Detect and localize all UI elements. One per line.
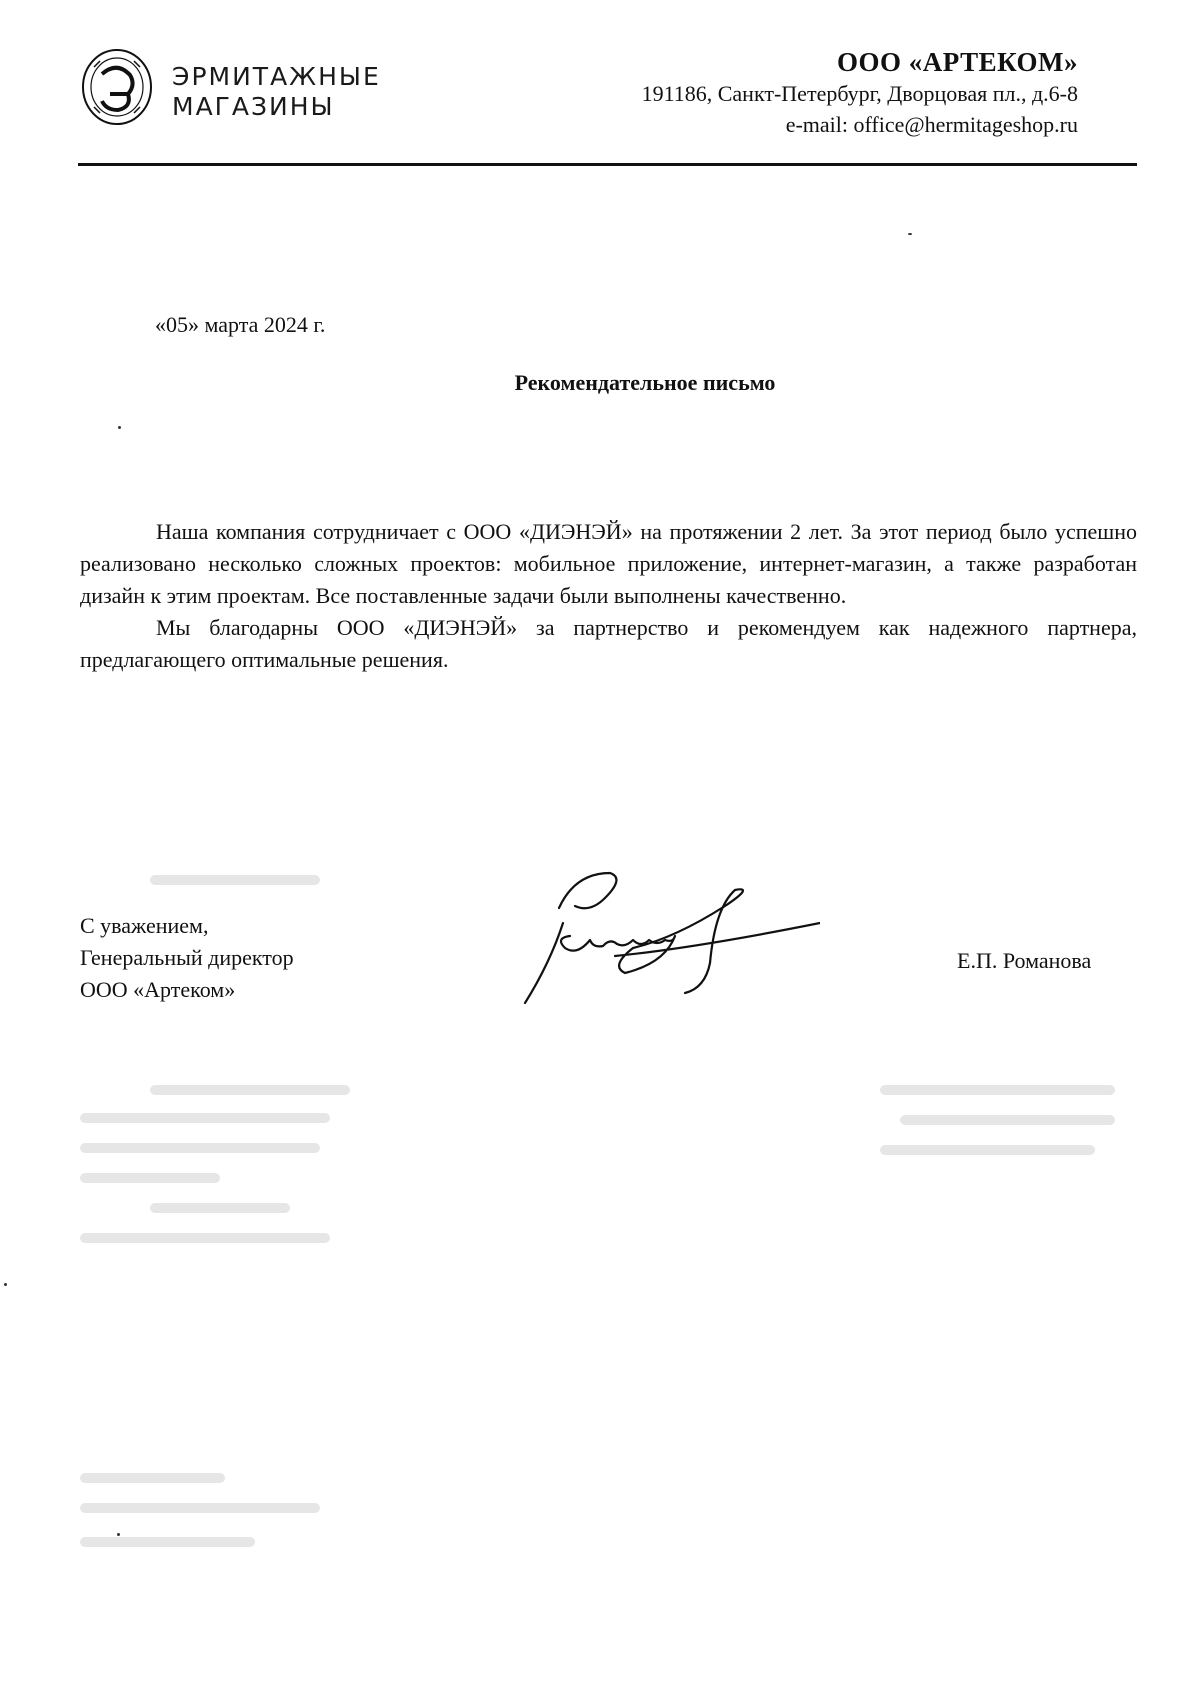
company-name: ООО «АРТЕКОМ» <box>837 47 1078 77</box>
header-divider <box>78 163 1137 166</box>
bleed-through-mark <box>80 1173 220 1183</box>
bleed-through-mark <box>80 1113 330 1123</box>
handwritten-signature <box>515 868 820 1018</box>
bleed-through-mark <box>80 1473 225 1483</box>
brand-line-1: ЭРМИТАЖНЫЕ <box>172 62 381 91</box>
closing-position: Генеральный директор <box>80 945 294 970</box>
letter-paragraph-1: Наша компания сотрудничает с ООО «ДИЭНЭЙ» на протяжении 2 лет. За этот период было успешно реализовано несколько сложных проектов: мобильное приложение, интернет-магазин, а также разработан дизайн к этим проектам. Все поставленные задачи были выполнены качественно. <box>80 519 1137 608</box>
scan-speck <box>117 1533 120 1536</box>
letter-paragraph-2: Мы благодарны ООО «ДИЭНЭЙ» за партнерство и рекомендуем как надежного партнера, предлагающего оптимальные решения. <box>80 615 1137 672</box>
closing-salutation: С уважением, <box>80 913 209 938</box>
closing-company: ООО «Артеком» <box>80 977 236 1002</box>
letter-body <box>80 516 1137 676</box>
scan-speck <box>908 233 912 235</box>
bleed-through-mark <box>80 1503 320 1513</box>
company-email: e-mail: office@hermitageshop.ru <box>785 112 1078 137</box>
brand-line-2: МАГАЗИНЫ <box>172 92 335 121</box>
bleed-through-mark <box>80 1537 255 1547</box>
bleed-through-mark <box>150 1085 350 1095</box>
bleed-through-mark <box>150 875 320 885</box>
closing-block <box>80 910 294 1006</box>
bleed-through-mark <box>80 1143 320 1153</box>
signer-name: Е.П. Романова <box>957 948 1092 973</box>
scan-speck <box>4 1283 7 1286</box>
letter-date: «05» марта 2024 г. <box>155 312 326 337</box>
bleed-through-mark <box>880 1085 1115 1095</box>
hermitage-logo-icon <box>80 47 154 127</box>
scan-speck <box>118 426 121 429</box>
company-block <box>642 46 1078 140</box>
brand-name <box>172 62 381 122</box>
bleed-through-mark <box>150 1203 290 1213</box>
bleed-through-mark <box>880 1145 1095 1155</box>
letter-title: Рекомендательное письмо <box>514 370 776 395</box>
company-address: 191186, Санкт-Петербург, Дворцовая пл., д.6-8 <box>641 81 1078 106</box>
bleed-through-mark <box>900 1115 1115 1125</box>
bleed-through-mark <box>80 1233 330 1243</box>
